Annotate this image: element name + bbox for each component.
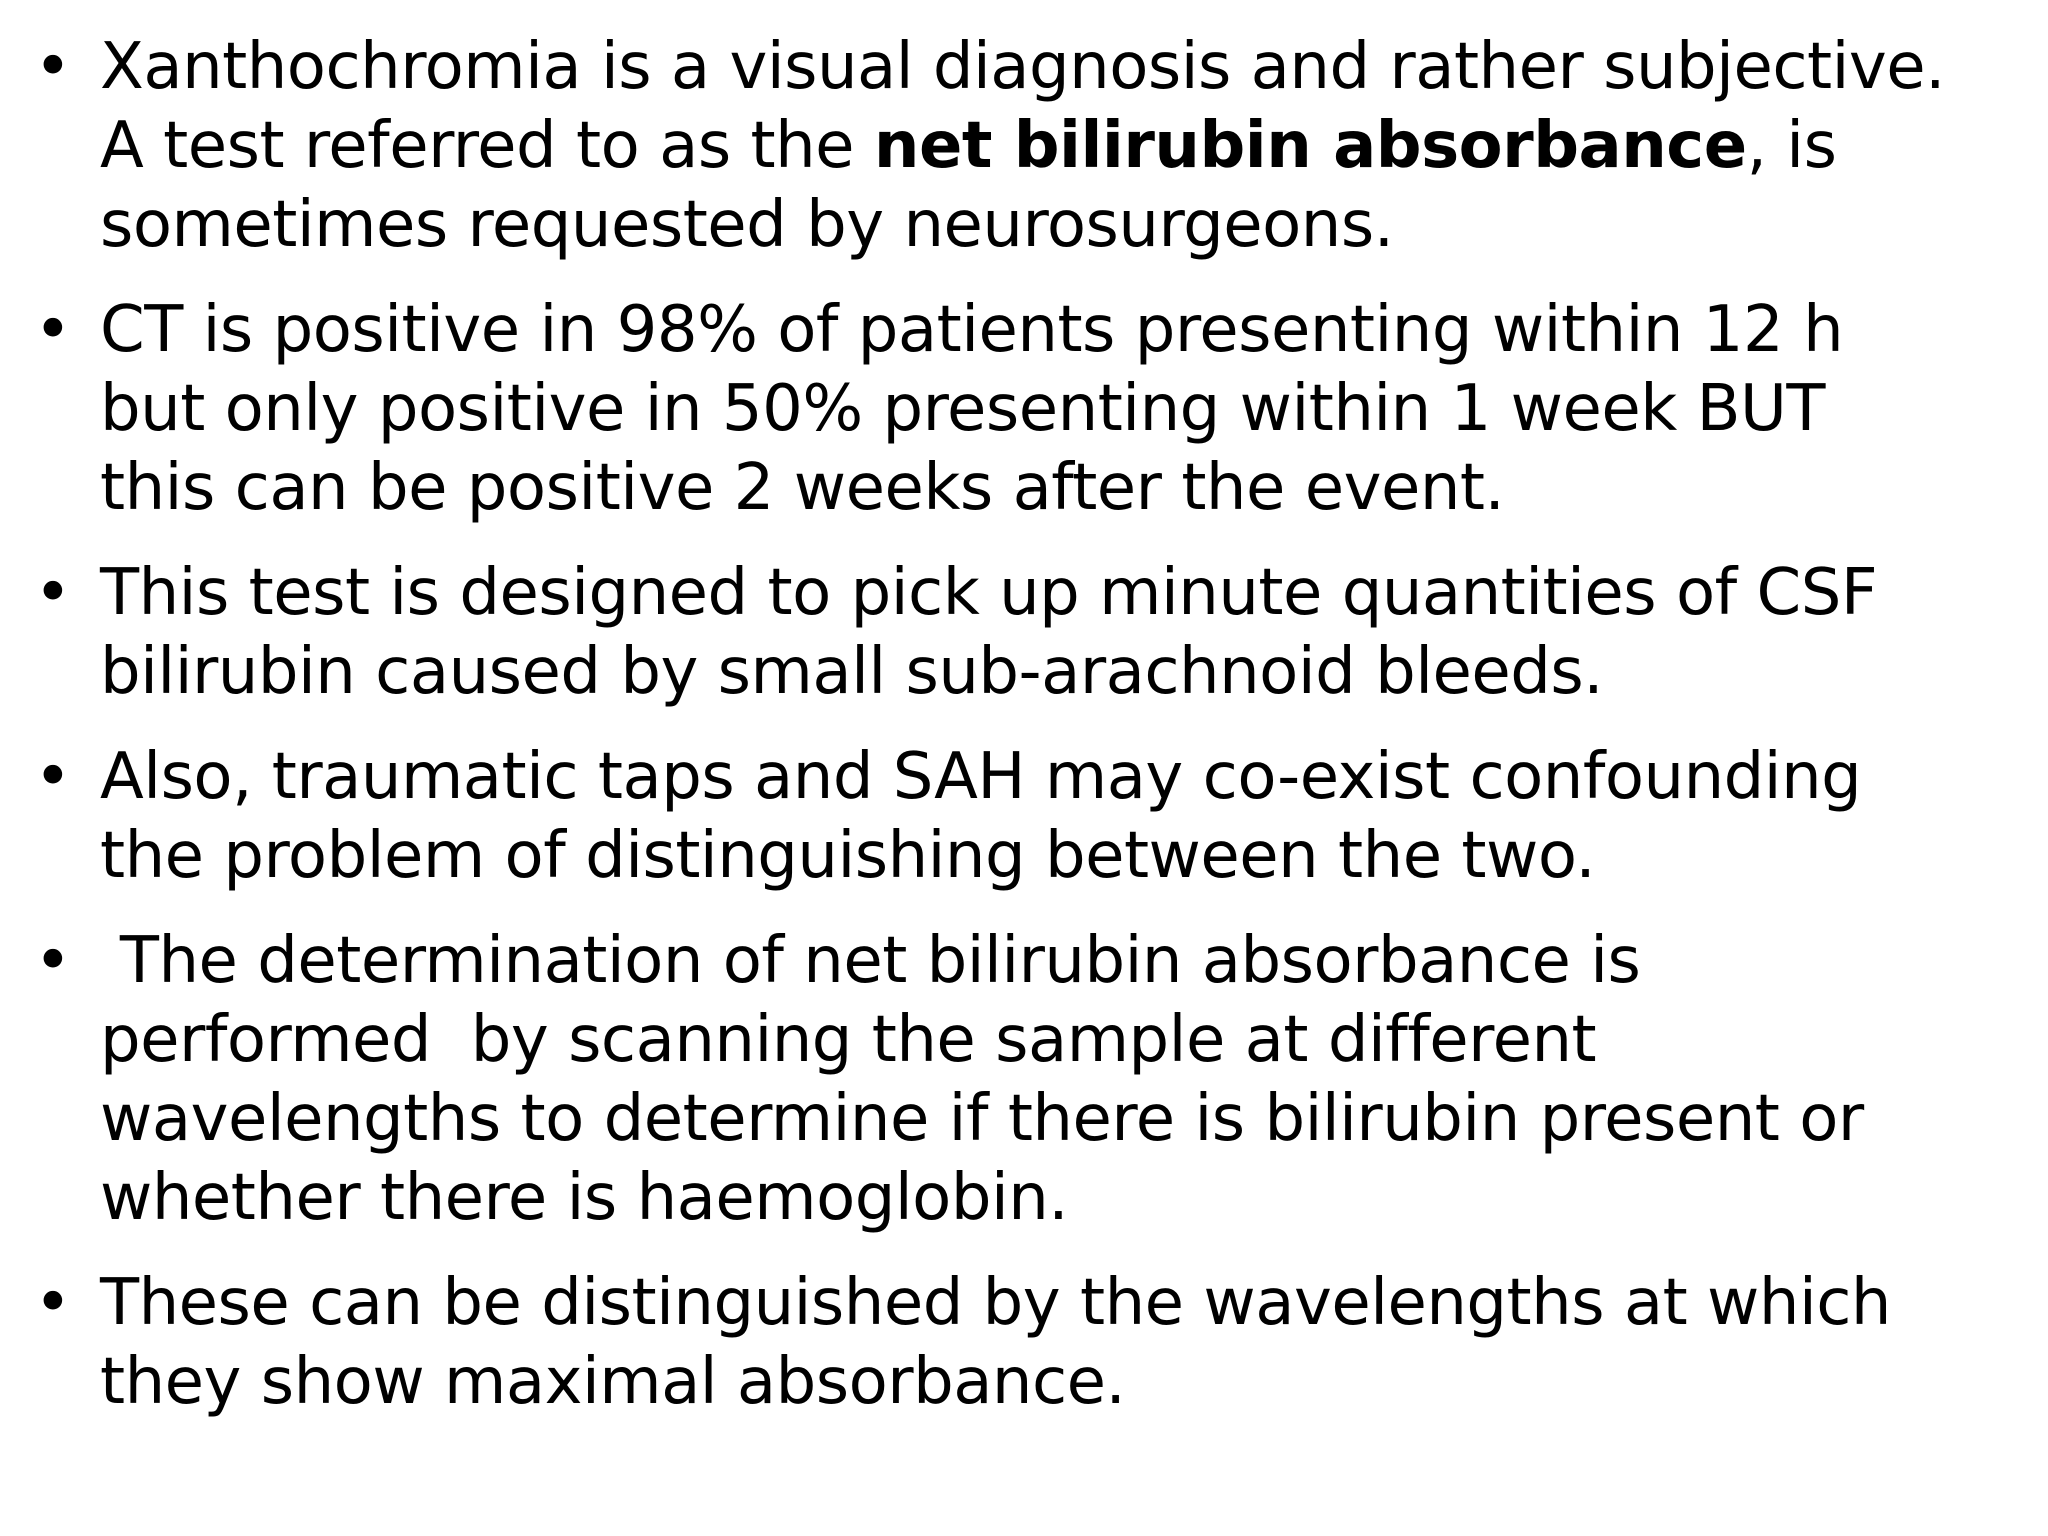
bullet-line: Xanthochromia is a visual diagnosis and rather subjective. [100,30,1945,104]
bullet-line: This test is designed to pick up minute quantities of CSF [100,556,1878,630]
bullet-dot-icon: • [34,1266,72,1340]
bullet-dot-icon: • [34,740,72,814]
bullet-item [28,291,2028,528]
bullet-line: whether there is haemoglobin. [100,1161,1069,1235]
bullet-list [28,28,2028,1448]
bullet-line: bilirubin caused by small sub-arachnoid bleeds. [100,635,1604,709]
bullet-text: A test referred to as the [100,109,874,183]
bullet-item [28,738,2028,896]
bullet-line: performed by scanning the sample at different [100,1003,1597,1077]
bold-term: net bilirubin absorbance [873,109,1747,183]
bullet-dot-icon: • [34,556,72,630]
bullet-item [28,28,2028,265]
bullet-line: the problem of distinguishing between the two. [100,819,1596,893]
bullet-text: , is [1746,109,1837,183]
bullet-line: CT is positive in 98% of patients presenting within 12 h [100,293,1844,367]
bullet-item [28,922,2028,1238]
bullet-item [28,1264,2028,1422]
bullet-line: wavelengths to determine if there is bilirubin present or [100,1082,1864,1156]
bullet-dot-icon: • [34,293,72,367]
bullet-item [28,554,2028,712]
bullet-line: The determination of net bilirubin absorbance is [100,924,1641,998]
bullet-line: These can be distinguished by the wavelengths at which [100,1266,1891,1340]
bullet-line: but only positive in 50% presenting within 1 week BUT [100,372,1825,446]
bullet-line [100,107,2028,186]
bullet-line: sometimes requested by neurosurgeons. [100,188,1394,262]
bullet-line: Also, traumatic taps and SAH may co-exist confounding [100,740,1862,814]
bullet-dot-icon: • [34,924,72,998]
bullet-line: they show maximal absorbance. [100,1345,1126,1419]
bullet-line: this can be positive 2 weeks after the event. [100,451,1505,525]
bullet-dot-icon: • [34,30,72,104]
